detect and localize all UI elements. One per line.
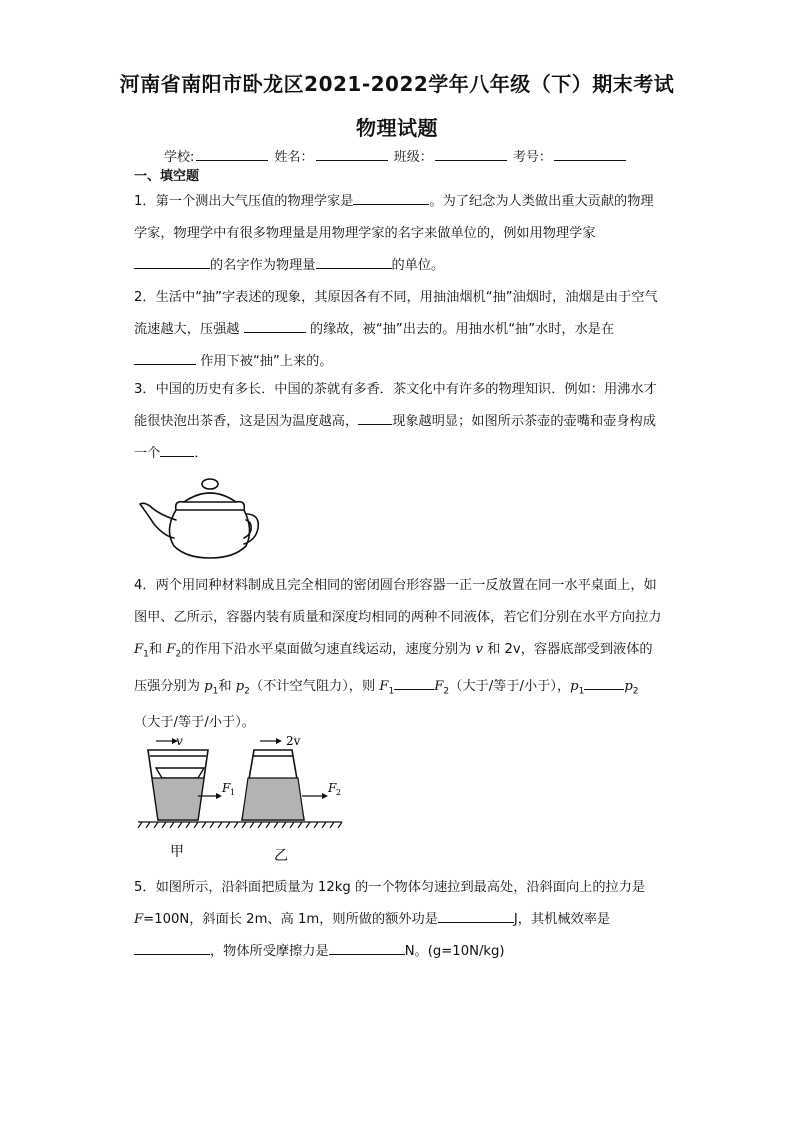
q4-text-g: （大于/等于/小于）， (449, 678, 571, 694)
q4-p2-compare: p (624, 678, 633, 694)
q1-blank-3[interactable] (316, 255, 392, 269)
page-subtitle: 物理试题 (356, 116, 438, 140)
q4-p1: p (204, 678, 213, 694)
q4-text-b: 的作用下沿水平桌面做匀速直线运动，速度分别为 (181, 642, 476, 657)
q5-blank-1[interactable] (438, 909, 514, 923)
q4-text-d: ，容器底部受到液体的压强分别为 (134, 642, 653, 694)
q3-text-c: ． (194, 446, 208, 461)
q4-F2-compare-sub: 2 (443, 686, 450, 697)
velocity-arrow-yi (260, 734, 301, 748)
q4-p2-compare-sub: 2 (632, 686, 639, 697)
school-blank[interactable] (196, 148, 268, 161)
q2-text-a: 2．生活中“抽”字表述的现象，其原因各有不同，用抽油烟机“抽”油烟时，油烟是由于空气流速越大，压强越 (134, 290, 658, 337)
q5-text-c: J，其机械效率是 (513, 912, 611, 927)
F1-label: F (222, 781, 231, 795)
q4-text-mid1: 和 (148, 642, 167, 657)
teapot-lid-knob (202, 479, 218, 489)
F2-label: F (328, 781, 337, 795)
q4-F1: F (134, 642, 144, 657)
q1-blank-1[interactable] (353, 191, 429, 205)
number-blank[interactable] (554, 148, 626, 161)
q1-text-c: 的名字作为物理量 (210, 258, 316, 273)
q3-blank-2[interactable] (160, 443, 194, 457)
caption-yi: 乙 (274, 848, 288, 864)
table-surface (138, 822, 342, 828)
q5-text-a: 5．如图所示，沿斜面把质量为 12kg 的一个物体匀速拉到最高处，沿斜面向上的拉力是 (134, 880, 646, 895)
v2-label: 2v (286, 734, 301, 748)
v-label: v (176, 734, 183, 748)
q4-p2-sub: 2 (244, 686, 250, 697)
student-info-line (164, 146, 628, 165)
name-blank[interactable] (316, 148, 388, 161)
q4-F2-sub: 2 (175, 649, 182, 660)
teapot-body (169, 510, 249, 558)
teapot-figure (134, 470, 262, 562)
q5-text-d: ，物体所受摩擦力是 (210, 944, 329, 959)
number-label: 考号： (512, 150, 552, 165)
q1-text-a: 1．第一个测出大气压值的物理学家是 (134, 194, 354, 209)
q4-text-a: 4．两个用同种材料制成且完全相同的密闭圆台形容器一正一反放置在同一水平桌面上，如图甲、乙所示，容器内装有质量和深度均相同的两种不同液体，若它们分别在水平方向拉力 (134, 578, 662, 625)
F2-sub-label: 2 (336, 788, 342, 797)
question-3 (134, 374, 662, 470)
q4-p1-compare: p (570, 678, 579, 694)
q2-text-c: 作用下被“抽”上来的。 (200, 354, 333, 369)
question-1 (134, 186, 662, 282)
q4-p1-sub: 1 (212, 686, 219, 697)
q4-text-e: 和 (218, 678, 236, 694)
caption-jia: 甲 (170, 844, 184, 860)
q4-blank-1[interactable] (394, 676, 434, 690)
q5-blank-2[interactable] (134, 941, 210, 955)
q4-blank-2[interactable] (584, 676, 624, 690)
q4-v2: 2v (504, 642, 521, 657)
school-label: 学校: (164, 150, 195, 165)
teapot-lid (184, 493, 236, 502)
teapot-shoulder (176, 502, 245, 510)
q4-F2: F (166, 642, 176, 657)
q4-p1-compare-sub: 1 (578, 686, 585, 697)
q2-blank-1[interactable] (244, 319, 306, 333)
q4-p2: p (235, 678, 245, 694)
q4-v: v (475, 642, 483, 657)
question-2 (134, 282, 662, 378)
q5-blank-3[interactable] (329, 941, 405, 955)
section-heading: 一、填空题 (134, 169, 200, 184)
force-arrow-F2 (302, 781, 341, 799)
q2-blank-2[interactable] (134, 351, 196, 365)
page-title: 河南省南阳市卧龙区2021-2022学年八年级（下）期末考试 (119, 72, 675, 96)
q5-text-e: N。(g=10N/kg) (404, 944, 505, 959)
q1-blank-2[interactable] (134, 255, 210, 269)
q4-F2-compare: F (434, 678, 444, 694)
q3-text-b: 现象越明显；如图所示茶壶的壶嘴和壶身构成一个 (134, 414, 656, 461)
name-label: 姓名： (274, 150, 314, 165)
q4-F1-compare: F (379, 678, 389, 694)
question-4 (134, 570, 662, 739)
velocity-arrow-jia (156, 734, 183, 748)
q4-F1-sub: 1 (143, 649, 149, 660)
container-jia (146, 750, 208, 822)
class-label: 班级： (393, 150, 433, 165)
class-blank[interactable] (435, 148, 507, 161)
q4-text-f: （不计空气阻力），则 (249, 678, 380, 694)
q2-text-b: 的缘故，被“抽”出去的。用抽水机“抽”水时，水是在 (309, 322, 615, 337)
q1-text-d: 的单位。 (391, 258, 445, 273)
q4-text-h: （大于/等于/小于）。 (134, 715, 255, 731)
containers-figure (136, 730, 358, 870)
q1-text-b: 。为了纪念为人类做出重大贡献的物理学家，物理学中有很多物理量是用物理学家的名字来做单位的，例如用物理学家 (134, 194, 654, 241)
q5-F: F (134, 912, 144, 927)
q4-F1-compare-sub: 1 (388, 686, 395, 697)
q3-blank-1[interactable] (358, 411, 392, 425)
container-yi (242, 750, 304, 820)
question-5 (134, 872, 662, 968)
q4-text-c: 和 (482, 642, 505, 657)
F1-sub-label: 1 (230, 788, 236, 797)
q5-text-b: =100N，斜面长 2m、高 1m，则所做的额外功是 (143, 912, 438, 927)
q3-text-a: 3．中国的历史有多长．中国的茶就有多香．茶文化中有许多的物理知识．例如：用沸水才能很快泡出茶香，这是因为温度越高， (134, 382, 657, 429)
